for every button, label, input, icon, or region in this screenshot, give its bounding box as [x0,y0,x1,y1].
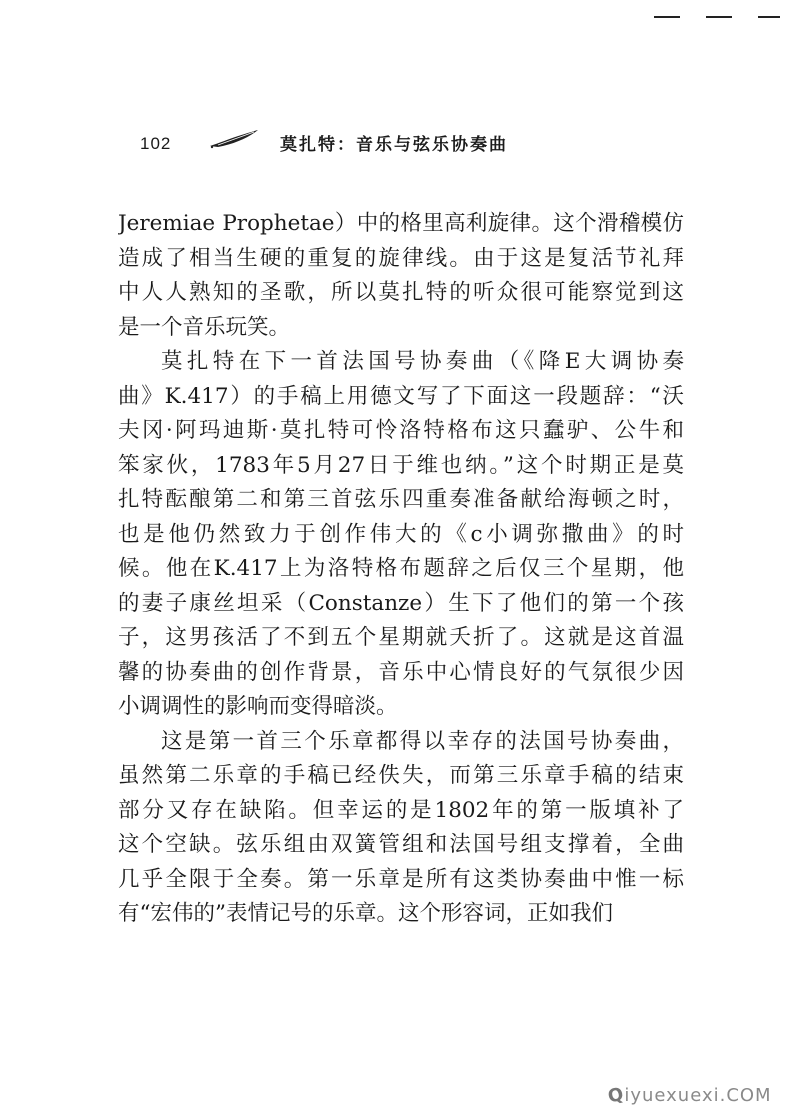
text-line: 是一个音乐玩笑。 [118,314,291,340]
header-rule-segment [758,16,780,18]
text-line: Jeremiae Prophetae）中的格里高利旋律。这个滑稽模仿 [118,211,684,236]
text-line: 的妻子康丝坦采（Constanze）生下了他们的第一个孩 [118,590,684,616]
text-line: 中人人熟知的圣歌，所以莫扎特的听众很可能察觉到这 [118,280,684,305]
watermark-text: iyuexuexi.COM [624,1085,772,1106]
paragraph [118,345,684,725]
running-title: 莫扎特：音乐与弦乐协奏曲 [280,135,508,155]
text-line: 这是第一首三个乐章都得以幸存的法国号协奏曲， [161,728,684,754]
text-line: 虽然第二乐章的手稿已经佚失，而第三乐章手稿的结束 [118,763,684,788]
text-line: 有“宏伟的”表情记号的乐章。这个形容词，正如我们 [118,901,613,926]
body-text [118,207,684,932]
text-line: 扎特酝酿第二和第三首弦乐四重奏准备献给海顿之时， [118,487,684,512]
text-line: 部分又存在缺陷。但幸运的是1802年的第一版填补了 [118,797,684,823]
paragraph [118,207,684,345]
text-line: 馨的协奏曲的创作背景，音乐中心情良好的气氛很少因 [118,659,684,685]
header-rule-segment [706,16,732,18]
site-watermark [605,1083,772,1108]
text-line: 也是他仍然致力于创作伟大的《c小调弥撒曲》的时 [118,521,684,547]
quill-ornament-icon [208,128,264,150]
text-line: 笨家伙，1783年5月27日于维也纳。”这个时期正是莫 [118,452,684,478]
paragraph [118,725,684,932]
text-line: 曲》K.417）的手稿上用德文写了下面这一段题辞：“沃 [118,383,684,409]
watermark-q-logo: Q [605,1083,627,1108]
text-line: 候。他在K.417上为洛特格布题辞之后仅三个星期，他 [118,556,684,581]
text-line: 造成了相当生硬的重复的旋律线。由于这是复活节礼拜 [118,245,684,271]
text-line: 小调调性的影响而变得暗淡。 [118,694,398,719]
text-line: 这个空缺。弦乐组由双簧管组和法国号组支撑着，全曲 [118,832,684,857]
text-line: 几乎全限于全奏。第一乐章是所有这类协奏曲中惟一标 [118,866,684,892]
header-rule-segment [654,16,680,18]
text-line: 莫扎特在下一首法国号协奏曲（《降E大调协奏 [161,349,684,374]
text-line: 夫冈·阿玛迪斯·莫扎特可怜洛特格布这只蠢驴、公牛和 [118,418,684,443]
page-number: 102 [140,134,172,153]
text-line: 子，这男孩活了不到五个星期就夭折了。这就是这首温 [118,625,684,650]
